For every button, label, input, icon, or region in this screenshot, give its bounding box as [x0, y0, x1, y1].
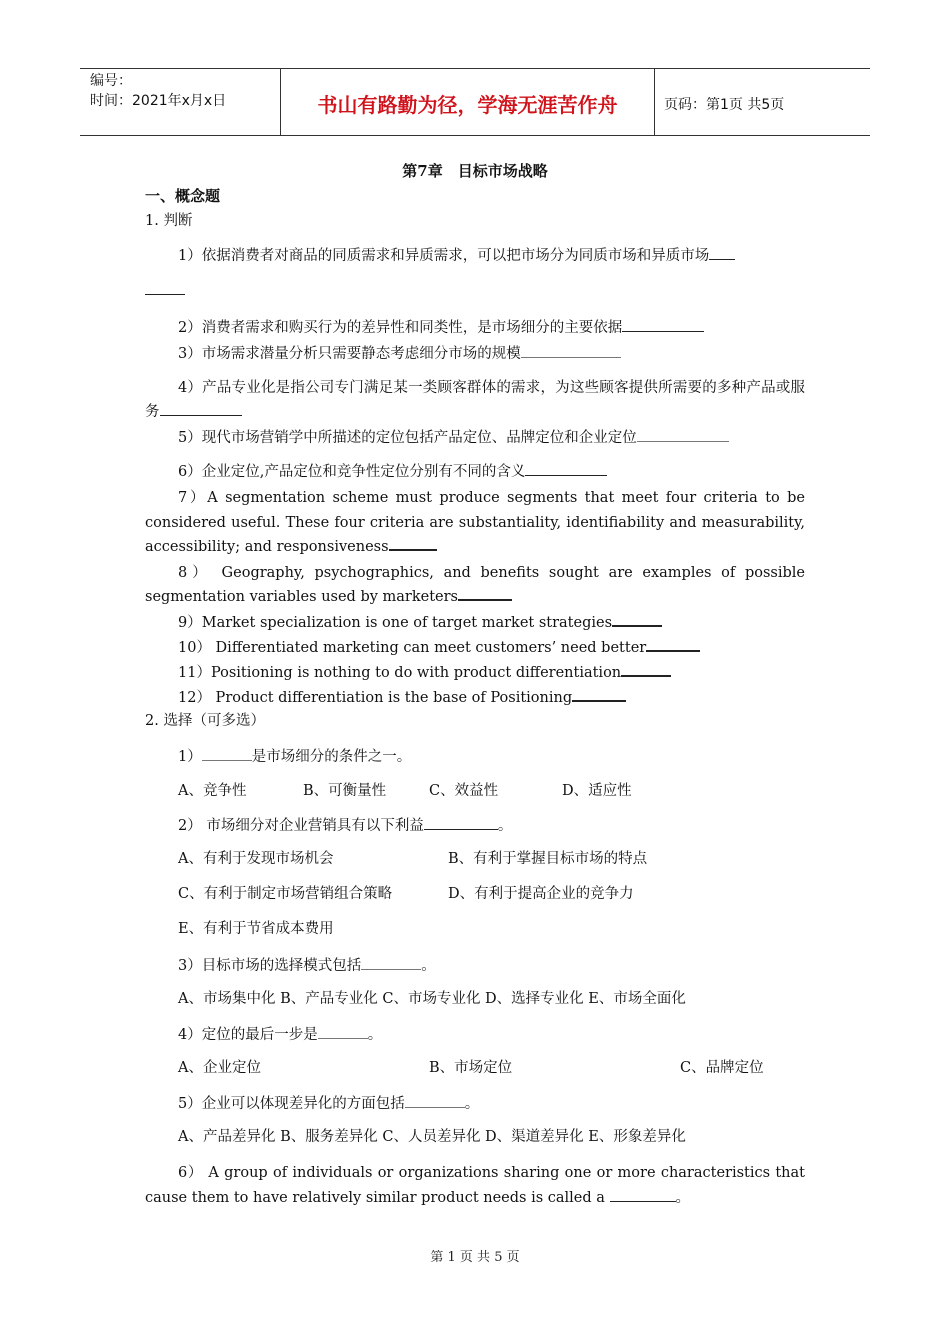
question-text: 2） 市场细分对企业营销具有以下利益 — [178, 818, 424, 834]
judge-question-12 — [178, 686, 626, 708]
header-meta — [90, 71, 280, 111]
choice-question-2 — [178, 815, 512, 836]
answer-blank[interactable] — [160, 401, 242, 416]
question-text: 7）A segmentation scheme must produce segments that meet four criteria to be considered useful. These four criteria are substantiality, identifiability and measurability, accessibility; and responsiveness — [145, 490, 805, 555]
judge-question-3 — [178, 343, 621, 364]
answer-blank[interactable] — [458, 585, 512, 601]
choice-options: A、产品差异化 B、服务差异化 C、人员差异化 D、渠道差异化 E、形象差异化 — [178, 1129, 686, 1145]
choice-option-b: B、有利于掌握目标市场的特点 — [448, 851, 648, 867]
judge-question-7 — [145, 486, 805, 560]
choice-option-c: C、效益性 — [429, 783, 499, 799]
answer-blank[interactable] — [646, 636, 700, 652]
question-text: 5）现代市场营销学中所描述的定位包括产品定位、品牌定位和企业定位 — [178, 430, 637, 446]
answer-blank[interactable] — [424, 815, 498, 830]
question-text: 5）企业可以体现差异化的方面包括 — [178, 1096, 405, 1112]
judge-question-2 — [178, 317, 704, 338]
answer-blank[interactable] — [621, 661, 671, 677]
answer-blank[interactable] — [572, 686, 626, 702]
choice-option-d: D、适应性 — [562, 783, 632, 799]
question-text: 10） Differentiated marketing can meet customers’ need better — [178, 640, 647, 656]
chapter-title: 第7章 目标市场战略 — [402, 162, 548, 180]
header-page-info: 页码：第1页 共5页 — [664, 97, 785, 113]
answer-blank[interactable] — [709, 245, 735, 260]
question-text: 是市场细分的条件之一。 — [251, 749, 412, 765]
answer-blank[interactable] — [525, 461, 607, 476]
judge-question-1 — [178, 245, 735, 266]
choice-option-b: B、市场定位 — [429, 1060, 513, 1076]
choice-question-5 — [178, 1093, 479, 1114]
page-footer: 第 1 页 共 5 页 — [430, 1250, 520, 1265]
section-title: 一、概念题 — [145, 187, 221, 205]
choice-option-c: C、有利于制定市场营销组合策略 — [178, 886, 393, 902]
judge-question-9 — [178, 611, 662, 633]
choice-question-4 — [178, 1024, 382, 1045]
choice-question-6 — [145, 1161, 805, 1210]
choice-option-d: D、有利于提高企业的竞争力 — [448, 886, 634, 902]
question-text: 4）定位的最后一步是 — [178, 1027, 318, 1043]
question-text: 3）目标市场的选择模式包括 — [178, 958, 362, 974]
question-text: 1）依据消费者对商品的同质需求和异质需求，可以把市场分为同质市场和异质市场 — [178, 248, 710, 264]
question-text: 6） A group of individuals or organizations sharing one or more characteristics that cause them to have relatively similar product needs is called a — [145, 1165, 805, 1206]
answer-blank[interactable] — [145, 280, 185, 295]
question-text: 。 — [497, 818, 513, 834]
question-text: 9）Market specialization is one of target market strategies — [178, 615, 613, 631]
judge-question-4 — [145, 376, 805, 424]
answer-blank[interactable] — [612, 611, 662, 627]
question-text: 8） Geography, psychographics, and benefits sought are examples of possible segmentation variables used by marketers — [145, 565, 805, 605]
header-divider — [654, 69, 655, 136]
choice-option-a: A、有利于发现市场机会 — [178, 851, 334, 867]
answer-blank[interactable] — [318, 1024, 368, 1039]
question-text: 1） — [178, 749, 202, 765]
question-text: 。 — [464, 1096, 480, 1112]
answer-blank[interactable] — [405, 1093, 465, 1108]
number-label: 编号： — [90, 73, 132, 89]
judge-question-5 — [178, 427, 729, 448]
choice-title: 2. 选择（可多选） — [145, 713, 265, 729]
choice-option-a: A、竞争性 — [178, 783, 247, 799]
question-text: 2）消费者需求和购买行为的差异性和同类性，是市场细分的主要依据 — [178, 320, 623, 336]
header-motto: 书山有路勤为径，学海无涯苦作舟 — [317, 93, 618, 117]
question-text: 6）企业定位,产品定位和竞争性定位分别有不同的含义 — [178, 464, 526, 480]
judge-question-11 — [178, 661, 671, 683]
question-text: 。 — [675, 1189, 691, 1206]
judge-title: 1. 判断 — [145, 213, 193, 229]
time-label: 时间：2021年x月x日 — [90, 93, 227, 109]
page-header — [80, 68, 870, 136]
choice-question-3 — [178, 955, 436, 976]
judge-question-6 — [178, 461, 607, 482]
choice-option-c: C、品牌定位 — [680, 1060, 764, 1076]
answer-blank[interactable] — [637, 427, 729, 442]
answer-blank[interactable] — [361, 955, 421, 970]
choice-options: A、市场集中化 B、产品专业化 C、市场专业化 D、选择专业化 E、市场全面化 — [178, 991, 686, 1007]
question-text: 11）Positioning is nothing to do with product differentiation — [178, 665, 622, 681]
question-text: 。 — [367, 1027, 383, 1043]
answer-blank[interactable] — [622, 317, 704, 332]
question-text: 12） Product differentiation is the base of Positioning — [178, 690, 573, 706]
judge-question-1-continued — [145, 280, 185, 301]
judge-question-8 — [145, 561, 805, 609]
choice-option-b: B、可衡量性 — [303, 783, 387, 799]
choice-option-e: E、有利于节省成本费用 — [178, 921, 334, 937]
choice-question-1 — [178, 746, 411, 767]
answer-blank[interactable] — [521, 343, 621, 358]
question-text: 。 — [421, 958, 436, 974]
answer-blank[interactable] — [202, 746, 252, 761]
choice-option-a: A、企业定位 — [178, 1060, 261, 1076]
judge-question-10 — [178, 636, 700, 658]
answer-blank[interactable] — [389, 535, 437, 551]
question-text: 3）市场需求潜量分析只需要静态考虑细分市场的规模 — [178, 346, 521, 362]
question-text: 4）产品专业化是指公司专门满足某一类顾客群体的需求，为这些顾客提供所需要的多种产品或服务 — [145, 380, 805, 420]
answer-blank[interactable] — [610, 1187, 676, 1202]
